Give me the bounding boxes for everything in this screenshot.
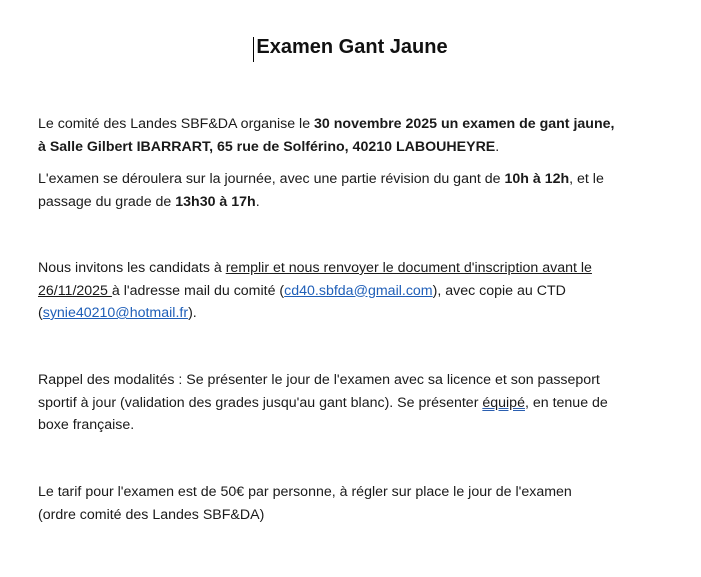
p4-text-4: boxe française. [38,417,135,433]
p4-text-3: , en tenue de [524,394,608,411]
p2-bold-morning: 10h à 12h [504,171,570,187]
p2-bold-afternoon: 13h30 à 17h [175,193,256,210]
ctd-email-link[interactable]: synie40210@hotmail.fr [42,305,189,321]
p3-text-4: ( [38,305,43,321]
p1-text-2: . [495,138,500,155]
p2-text-3: passage du grade de [38,193,176,210]
p3-text-3: ), avec copie au CTD [432,282,566,299]
p2-text-2: , et le [569,171,604,187]
p5-text-2: (ordre comité des Landes SBF&DA) [38,506,265,523]
paragraph-registration [38,257,638,325]
p4-underlined-equipped: équipé [482,394,525,411]
p3-text-5: ). [188,305,197,321]
paragraph-schedule [38,168,638,213]
p2-text-4: . [255,193,260,210]
p5-text-1: Le tarif pour l'examen est de 50€ par personne, à régler sur place le jour de l'examen [38,484,572,500]
p3-text-2: à l'adresse mail du comité ( [111,282,285,299]
p3-underlined-1: remplir et nous renvoyer le document d'inscription avant le [225,260,592,276]
paragraph-exam-date [38,113,638,158]
committee-email-link[interactable]: cd40.sbfda@gmail.com [284,282,433,299]
document-title [253,36,447,59]
p2-text-1: L'examen se déroulera sur la journée, avec une partie révision du gant de [38,171,505,187]
p1-bold-date: 30 novembre 2025 un examen de gant jaune, [314,116,615,132]
paragraph-requirements [38,369,638,437]
title-container [0,36,701,59]
text-cursor [253,37,254,62]
document-title-text: Examen Gant Jaune [256,36,448,58]
p3-underlined-date: 26/11/2025 [38,282,112,299]
p1-text-1: Le comité des Landes SBF&DA organise le [38,116,315,132]
p4-text-2: sportif à jour (validation des grades jusqu'au gant blanc). Se présenter [38,394,483,411]
paragraph-fee [38,481,638,526]
p3-text-1: Nous invitons les candidats à [38,260,226,276]
p1-bold-location: à Salle Gilbert IBARRART, 65 rue de Solférino, 40210 LABOUHEYRE [38,138,496,155]
p4-text-1: Rappel des modalités : Se présenter le jour de l'examen avec sa licence et son passeport [38,372,600,388]
